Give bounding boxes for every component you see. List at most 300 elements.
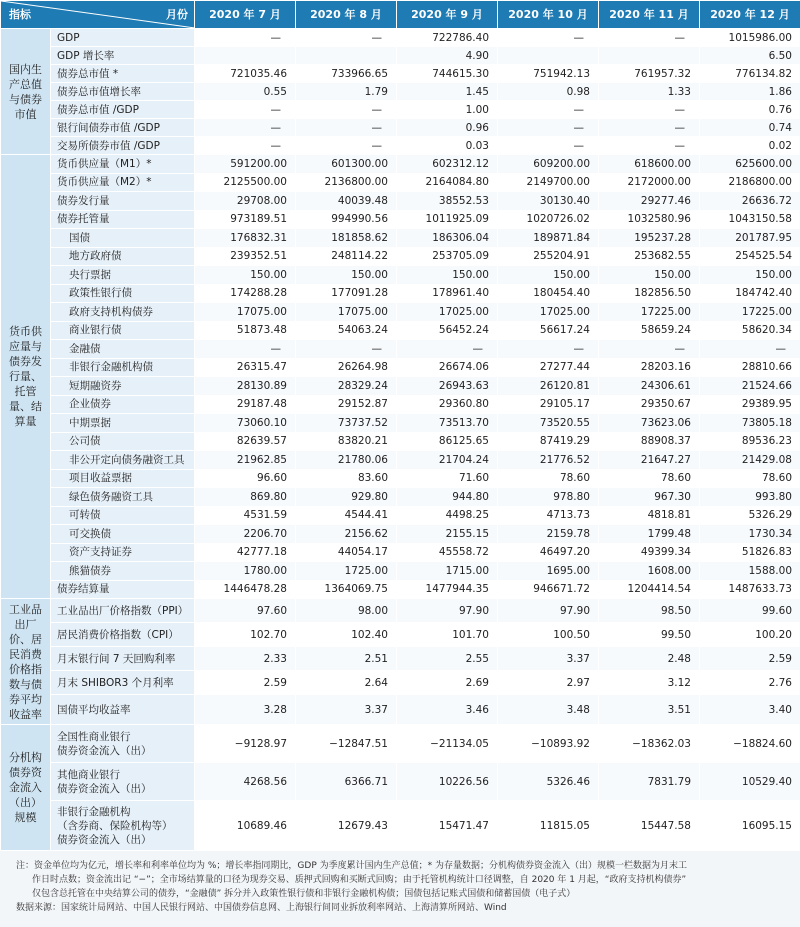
cell-value: 26674.06 [397, 358, 498, 377]
cell-value: 73805.18 [700, 414, 800, 433]
cell-value: 609200.00 [498, 155, 599, 174]
cell-value: 201787.95 [700, 229, 800, 248]
cell-value: 1780.00 [195, 562, 296, 581]
cell-value: 2164084.80 [397, 173, 498, 192]
cell-value: 4.90 [397, 47, 498, 65]
cell-value: 0.74 [700, 119, 800, 137]
table-row [1, 801, 800, 851]
cell-value: 1588.00 [700, 562, 800, 581]
cell-value: 26264.98 [296, 358, 397, 377]
cell-value: 73513.70 [397, 414, 498, 433]
cell-value: 101.70 [397, 623, 498, 647]
cell-value: 45558.72 [397, 543, 498, 562]
row-label: 月末 SHIBOR3 个月利率 [51, 671, 195, 695]
cell-value: 42777.18 [195, 543, 296, 562]
cell-value: 58620.34 [700, 321, 800, 340]
cell-value: 38552.53 [397, 192, 498, 211]
cell-value: — [296, 119, 397, 137]
table-row [1, 47, 800, 65]
cell-value: 29360.80 [397, 395, 498, 414]
table-row [1, 623, 800, 647]
cell-value: 150.00 [599, 266, 700, 285]
cell-value: 4531.59 [195, 506, 296, 525]
cell-value: 56617.24 [498, 321, 599, 340]
cell-value: 1477944.35 [397, 580, 498, 599]
header-corner [1, 1, 195, 29]
cell-value: 2.33 [195, 647, 296, 671]
cell-value: 1730.34 [700, 525, 800, 544]
table-row [1, 451, 800, 470]
cell-value: 2136800.00 [296, 173, 397, 192]
row-label: 短期融资券 [51, 377, 195, 396]
row-label: 项目收益票据 [51, 469, 195, 488]
cell-value: 78.60 [700, 469, 800, 488]
cell-value: 239352.51 [195, 247, 296, 266]
table-row [1, 377, 800, 396]
cell-value: 30130.40 [498, 192, 599, 211]
row-label: 交易所债券市值 /GDP [51, 137, 195, 155]
cell-value: 21524.66 [700, 377, 800, 396]
cell-value: 78.60 [599, 469, 700, 488]
row-label: 债券结算量 [51, 580, 195, 599]
cell-value: — [599, 119, 700, 137]
cell-value: −9128.97 [195, 725, 296, 763]
cell-value: 28810.66 [700, 358, 800, 377]
table-row [1, 358, 800, 377]
cell-value: 73623.06 [599, 414, 700, 433]
cell-value: 99.60 [700, 599, 800, 623]
cell-value: 21704.24 [397, 451, 498, 470]
table-body [1, 29, 800, 851]
cell-value: 2172000.00 [599, 173, 700, 192]
cell-value: — [599, 101, 700, 119]
header-col-4: 2020 年 10 月 [498, 1, 599, 29]
cell-value: 26120.81 [498, 377, 599, 396]
cell-value: 15447.58 [599, 801, 700, 851]
cell-value: 73060.10 [195, 414, 296, 433]
table-row [1, 119, 800, 137]
cell-value: 29105.17 [498, 395, 599, 414]
table-row [1, 469, 800, 488]
cell-value [296, 47, 397, 65]
cell-value: — [498, 137, 599, 155]
cell-value: 1020726.02 [498, 210, 599, 229]
cell-value: — [599, 29, 700, 47]
cell-value: 1032580.96 [599, 210, 700, 229]
table-row [1, 29, 800, 47]
row-label: 央行票据 [51, 266, 195, 285]
table-row [1, 247, 800, 266]
row-label: 货币供应量（M1）* [51, 155, 195, 174]
row-label: 债券总市值 * [51, 65, 195, 83]
cell-value: 17075.00 [195, 303, 296, 322]
header-col-3: 2020 年 9 月 [397, 1, 498, 29]
cell-value: 2.55 [397, 647, 498, 671]
cell-value: 2159.78 [498, 525, 599, 544]
cell-value: 89536.23 [700, 432, 800, 451]
cell-value: 253705.09 [397, 247, 498, 266]
table-row [1, 543, 800, 562]
cell-value: 993.80 [700, 488, 800, 507]
table-row [1, 488, 800, 507]
cell-value [599, 47, 700, 65]
cell-value: 776134.82 [700, 65, 800, 83]
cell-value: 83820.21 [296, 432, 397, 451]
cell-value: — [195, 101, 296, 119]
cell-value: 2.76 [700, 671, 800, 695]
cell-value: 7831.79 [599, 763, 700, 801]
table-row [1, 395, 800, 414]
row-label: GDP 增长率 [51, 47, 195, 65]
row-label: 可转债 [51, 506, 195, 525]
cell-value: 1799.48 [599, 525, 700, 544]
row-label: 全国性商业银行 债券资金流入（出） [51, 725, 195, 763]
cell-value: 3.40 [700, 695, 800, 725]
cell-value: 184742.40 [700, 284, 800, 303]
cell-value: 601300.00 [296, 155, 397, 174]
cell-value: 1.33 [599, 83, 700, 101]
cell-value: — [397, 340, 498, 359]
cell-value: 1.45 [397, 83, 498, 101]
cell-value: 2155.15 [397, 525, 498, 544]
cell-value [195, 47, 296, 65]
header-row [1, 1, 800, 29]
cell-value: 0.02 [700, 137, 800, 155]
table-row [1, 303, 800, 322]
row-label: 政策性银行债 [51, 284, 195, 303]
row-label: 银行间债券市值 /GDP [51, 119, 195, 137]
row-label: 熊猫债券 [51, 562, 195, 581]
table-row [1, 284, 800, 303]
cell-value: 869.80 [195, 488, 296, 507]
cell-value: 58659.24 [599, 321, 700, 340]
cell-value: 26315.47 [195, 358, 296, 377]
cell-value: 29277.46 [599, 192, 700, 211]
cell-value: — [599, 137, 700, 155]
cell-value: 102.70 [195, 623, 296, 647]
cell-value: 98.00 [296, 599, 397, 623]
cell-value: 929.80 [296, 488, 397, 507]
cell-value: — [195, 119, 296, 137]
header-col-6: 2020 年 12 月 [700, 1, 800, 29]
cell-value: — [195, 340, 296, 359]
table-row [1, 525, 800, 544]
cell-value: 102.40 [296, 623, 397, 647]
cell-value: 99.50 [599, 623, 700, 647]
table-row [1, 192, 800, 211]
table-row [1, 506, 800, 525]
cell-value: 3.28 [195, 695, 296, 725]
row-label: 国债 [51, 229, 195, 248]
cell-value: 28130.89 [195, 377, 296, 396]
table-row [1, 65, 800, 83]
cell-value: 26943.63 [397, 377, 498, 396]
cell-value: 150.00 [700, 266, 800, 285]
cell-value: 150.00 [296, 266, 397, 285]
cell-value: — [498, 29, 599, 47]
cell-value: 1204414.54 [599, 580, 700, 599]
cell-value: 0.76 [700, 101, 800, 119]
cell-value: — [296, 101, 397, 119]
cell-value: 10529.40 [700, 763, 800, 801]
cell-value: 3.12 [599, 671, 700, 695]
cell-value: 1.79 [296, 83, 397, 101]
cell-value: 4713.73 [498, 506, 599, 525]
cell-value: 24306.61 [599, 377, 700, 396]
cell-value: 973189.51 [195, 210, 296, 229]
cell-value: 86125.65 [397, 432, 498, 451]
row-label: 政府支持机构债券 [51, 303, 195, 322]
row-label: GDP [51, 29, 195, 47]
cell-value: 49399.34 [599, 543, 700, 562]
cell-value: 751942.13 [498, 65, 599, 83]
cell-value: 1487633.73 [700, 580, 800, 599]
row-label: 债券总市值 /GDP [51, 101, 195, 119]
cell-value: 189871.84 [498, 229, 599, 248]
group-label: 分机构债券资金流入（出）规模 [1, 725, 51, 851]
cell-value: 1608.00 [599, 562, 700, 581]
cell-value: −18824.60 [700, 725, 800, 763]
cell-value: 100.50 [498, 623, 599, 647]
cell-value: — [296, 137, 397, 155]
cell-value: 28203.16 [599, 358, 700, 377]
cell-value: −10893.92 [498, 725, 599, 763]
row-label: 绿色债务融资工具 [51, 488, 195, 507]
table-row [1, 321, 800, 340]
cell-value: 17225.00 [599, 303, 700, 322]
group-label: 工业品出厂价、居民消费价格指数与债券平均收益率 [1, 599, 51, 725]
cell-value: 2.51 [296, 647, 397, 671]
cell-value: 82639.57 [195, 432, 296, 451]
cell-value: 150.00 [498, 266, 599, 285]
table-row [1, 671, 800, 695]
row-label: 可交换债 [51, 525, 195, 544]
group-label: 货币供应量与债券发行量、托管量、结算量 [1, 155, 51, 599]
cell-value [498, 47, 599, 65]
cell-value: 182856.50 [599, 284, 700, 303]
cell-value: 2.59 [700, 647, 800, 671]
cell-value: 1446478.28 [195, 580, 296, 599]
cell-value: 254525.54 [700, 247, 800, 266]
cell-value: 3.51 [599, 695, 700, 725]
cell-value: 11815.05 [498, 801, 599, 851]
row-label: 非公开定向债务融资工具 [51, 451, 195, 470]
cell-value: 2.59 [195, 671, 296, 695]
table-row [1, 695, 800, 725]
cell-value: 1043150.58 [700, 210, 800, 229]
cell-value: 83.60 [296, 469, 397, 488]
cell-value: 0.55 [195, 83, 296, 101]
cell-value: — [195, 29, 296, 47]
cell-value: — [296, 29, 397, 47]
cell-value: 21776.52 [498, 451, 599, 470]
row-label: 工业品出厂价格指数（PPI） [51, 599, 195, 623]
table-row [1, 173, 800, 192]
table-row [1, 725, 800, 763]
note-line-1: 注：资金单位均为亿元，增长率和利率单位均为 %；增长率指同期比，GDP 为季度累计国内生产总值；* 为存量数据；分机构债券资金流入（出）规模一栏数据为月末工 [16, 861, 687, 871]
table-row [1, 340, 800, 359]
cell-value: — [700, 340, 800, 359]
cell-value: 12679.43 [296, 801, 397, 851]
note-line-2: 作日时点数；资金流出记 “−”；全市场结算量的口径为现券交易、质押式回购和买断式回购；由于托管机构统计口径调整，自 2020 年 1 月起，“政府支持机构债券” [32, 875, 687, 885]
cell-value: 27277.44 [498, 358, 599, 377]
cell-value: 51826.83 [700, 543, 800, 562]
cell-value: 40039.48 [296, 192, 397, 211]
table-row [1, 432, 800, 451]
cell-value: 625600.00 [700, 155, 800, 174]
cell-value: 1364069.75 [296, 580, 397, 599]
cell-value: 591200.00 [195, 155, 296, 174]
cell-value: 3.48 [498, 695, 599, 725]
cell-value: 744615.30 [397, 65, 498, 83]
cell-value: 248114.22 [296, 247, 397, 266]
cell-value: 29187.48 [195, 395, 296, 414]
cell-value: 181858.62 [296, 229, 397, 248]
cell-value: 6366.71 [296, 763, 397, 801]
cell-value: 180454.40 [498, 284, 599, 303]
cell-value: 17025.00 [397, 303, 498, 322]
header-col-5: 2020 年 11 月 [599, 1, 700, 29]
cell-value: 29708.00 [195, 192, 296, 211]
cell-value: 17025.00 [498, 303, 599, 322]
cell-value: 2206.70 [195, 525, 296, 544]
cell-value: 78.60 [498, 469, 599, 488]
cell-value: 87419.29 [498, 432, 599, 451]
cell-value: 4268.56 [195, 763, 296, 801]
table-row [1, 155, 800, 174]
header-month: 月份 [166, 8, 188, 21]
cell-value: 174288.28 [195, 284, 296, 303]
table-row [1, 414, 800, 433]
cell-value: 88908.37 [599, 432, 700, 451]
group-label: 国内生产总值与债券市值 [1, 29, 51, 155]
cell-value: 150.00 [397, 266, 498, 285]
cell-value: 100.20 [700, 623, 800, 647]
cell-value: 721035.46 [195, 65, 296, 83]
cell-value: 3.37 [296, 695, 397, 725]
table-row [1, 101, 800, 119]
cell-value: 1725.00 [296, 562, 397, 581]
row-label: 金融债 [51, 340, 195, 359]
cell-value: 1.00 [397, 101, 498, 119]
cell-value: 994990.56 [296, 210, 397, 229]
table-row [1, 647, 800, 671]
cell-value: 21962.85 [195, 451, 296, 470]
cell-value: 733966.65 [296, 65, 397, 83]
cell-value: 967.30 [599, 488, 700, 507]
table-row [1, 763, 800, 801]
table-row [1, 137, 800, 155]
cell-value: 26636.72 [700, 192, 800, 211]
table-row [1, 580, 800, 599]
cell-value: 28329.24 [296, 377, 397, 396]
cell-value: 1011925.09 [397, 210, 498, 229]
cell-value: 46497.20 [498, 543, 599, 562]
footnotes [0, 855, 800, 927]
row-label: 其他商业银行 债券资金流入（出） [51, 763, 195, 801]
note-line-4: 数据来源：国家统计局网站、中国人民银行网站、中国债券信息网、上海银行间同业拆放利率网站、上海清算所网站、Wind [16, 903, 507, 913]
cell-value: — [195, 137, 296, 155]
cell-value: 2186800.00 [700, 173, 800, 192]
cell-value: 761957.32 [599, 65, 700, 83]
cell-value: 10689.46 [195, 801, 296, 851]
cell-value: 73737.52 [296, 414, 397, 433]
cell-value: 2156.62 [296, 525, 397, 544]
cell-value: 17075.00 [296, 303, 397, 322]
cell-value: — [498, 340, 599, 359]
cell-value: 4818.81 [599, 506, 700, 525]
cell-value: −18362.03 [599, 725, 700, 763]
cell-value: — [296, 340, 397, 359]
cell-value: 186306.04 [397, 229, 498, 248]
cell-value: 946671.72 [498, 580, 599, 599]
row-label: 货币供应量（M2）* [51, 173, 195, 192]
note-line-3: 仅包含总托管在中央结算公司的债券，“金融债” 拆分并入政策性银行债和非银行金融机构债；国债包括记账式国债和储蓄国债（电子式） [32, 889, 576, 899]
cell-value: 722786.40 [397, 29, 498, 47]
cell-value: 1.86 [700, 83, 800, 101]
table-row [1, 210, 800, 229]
cell-value: — [498, 101, 599, 119]
row-label: 非银行金融机构债 [51, 358, 195, 377]
row-label: 债券发行量 [51, 192, 195, 211]
cell-value: 0.03 [397, 137, 498, 155]
cell-value: 178961.40 [397, 284, 498, 303]
cell-value: 54063.24 [296, 321, 397, 340]
row-label: 居民消费价格指数（CPI） [51, 623, 195, 647]
cell-value: — [599, 340, 700, 359]
row-label: 企业债券 [51, 395, 195, 414]
cell-value: 195237.28 [599, 229, 700, 248]
row-label: 商业银行债 [51, 321, 195, 340]
cell-value: 21429.08 [700, 451, 800, 470]
cell-value: 71.60 [397, 469, 498, 488]
table-row [1, 562, 800, 581]
cell-value: 21647.27 [599, 451, 700, 470]
cell-value: 51873.48 [195, 321, 296, 340]
cell-value: 2125500.00 [195, 173, 296, 192]
cell-value: 4498.25 [397, 506, 498, 525]
cell-value: 44054.17 [296, 543, 397, 562]
table-row [1, 229, 800, 248]
cell-value: 1015986.00 [700, 29, 800, 47]
cell-value: 2.64 [296, 671, 397, 695]
row-label: 资产支持证券 [51, 543, 195, 562]
cell-value: 73520.55 [498, 414, 599, 433]
header-indicator: 指标 [9, 8, 31, 21]
cell-value: 96.60 [195, 469, 296, 488]
cell-value: 15471.47 [397, 801, 498, 851]
cell-value: 1715.00 [397, 562, 498, 581]
cell-value: 4544.41 [296, 506, 397, 525]
row-label: 债券总市值增长率 [51, 83, 195, 101]
cell-value: 29350.67 [599, 395, 700, 414]
cell-value: 6.50 [700, 47, 800, 65]
header-col-1: 2020 年 7 月 [195, 1, 296, 29]
table-row [1, 83, 800, 101]
cell-value: 177091.28 [296, 284, 397, 303]
cell-value: — [498, 119, 599, 137]
row-label: 公司债 [51, 432, 195, 451]
cell-value: 98.50 [599, 599, 700, 623]
cell-value: 5326.46 [498, 763, 599, 801]
cell-value: 3.46 [397, 695, 498, 725]
cell-value: 602312.12 [397, 155, 498, 174]
cell-value: 978.80 [498, 488, 599, 507]
table-row [1, 266, 800, 285]
cell-value: 29389.95 [700, 395, 800, 414]
cell-value: 944.80 [397, 488, 498, 507]
row-label: 地方政府债 [51, 247, 195, 266]
